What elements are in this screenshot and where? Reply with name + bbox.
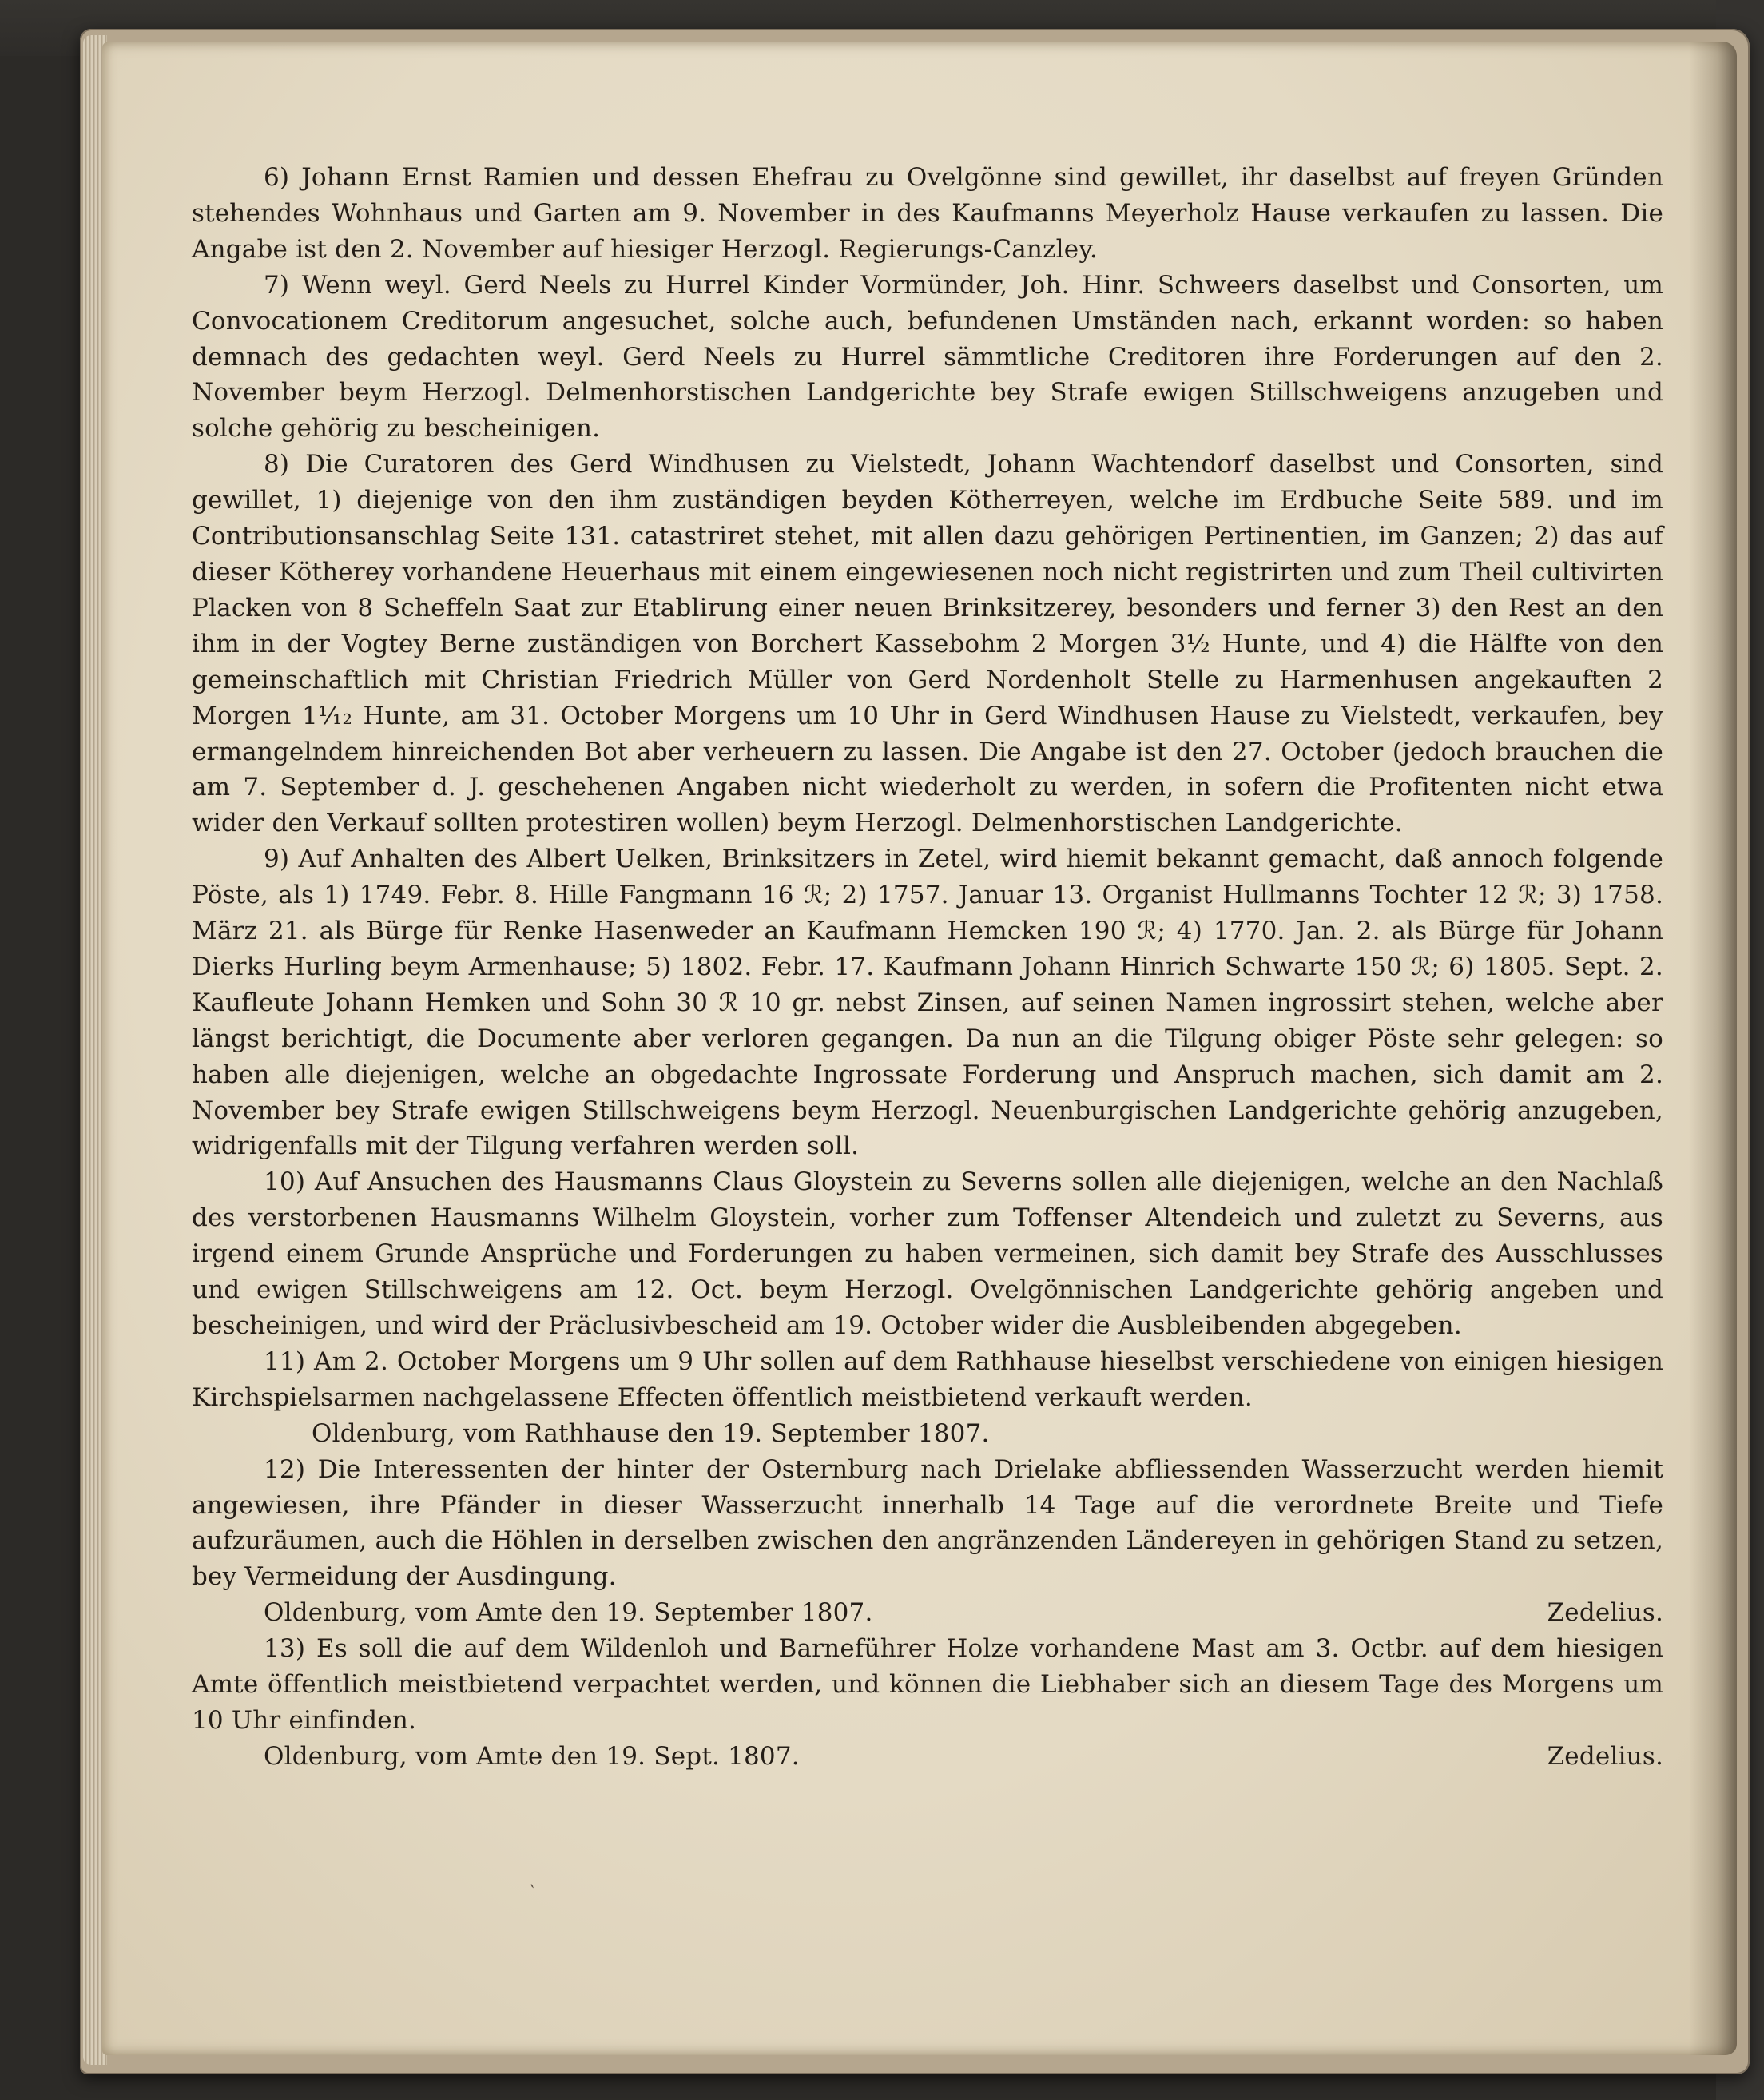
notice-13: 13) Es soll die auf dem Wildenloh und Barneführer Holze vorhandene Mast am 3. Octbr. auf dem hiesigen Amte öffentlich meistbietend verpachtet werden, und können die Liebhaber sich an diesem Tage des Morgens um 10 Uhr einfinden.	[192, 1634, 1663, 1735]
notice-13-closing	[192, 1739, 1663, 1775]
notice-12-closing	[192, 1595, 1663, 1631]
gutter-shadow	[1689, 42, 1737, 2055]
notice-13-dateline: Oldenburg, vom Amte den 19. Sept. 1807.	[264, 1741, 800, 1771]
notice-6: 6) Johann Ernst Ramien und dessen Ehefrau zu Ovelgönne sind gewillet, ihr daselbst auf freyen Gründen stehendes Wohnhaus und Garten am 9. November in des Kaufmanns Meyerholz Hause verkaufen zu lassen. Die Angabe ist den 2. November auf hiesiger Herzogl. Regierungs-Canzley.	[192, 163, 1663, 264]
notice-12: 12) Die Interessenten der hinter der Osternburg nach Drielake abfliessenden Wasserzucht werden hiemit angewiesen, ihre Pfänder in dieser Wasserzucht innerhalb 14 Tage auf die verordnete Breite und Tiefe aufzuräumen, auch die Höhlen in derselben zwischen den angränzenden Ländereyen in gehörigen Stand zu setzen, bey Vermeidung der Ausdingung.	[192, 1454, 1663, 1592]
notice-7: 7) Wenn weyl. Gerd Neels zu Hurrel Kinder Vormünder, Joh. Hinr. Schweers daselbst und Consorten, um Convocationem Creditorum angesuchet, solche auch, befundenen Umständen nach, erkannt worden: so haben demnach des gedachten weyl. Gerd Neels zu Hurrel sämmtliche Creditoren ihre Forderungen auf den 2. November beym Herzogl. Delmenhorstischen Landgerichte bey Strafe ewigen Stillschweigens anzugeben und solche gehörig zu bescheinigen.	[192, 270, 1663, 443]
notice-10: 10) Auf Ansuchen des Hausmanns Claus Gloystein zu Severns sollen alle diejenigen, welche an den Nachlaß des verstorbenen Hausmanns Wilhelm Gloystein, vorher zum Toffenser Altendeich und zuletzt zu Severns, aus irgend einem Grunde Ansprüche und Forderungen zu haben vermeinen, sich damit bey Strafe des Ausschlusses und ewigen Stillschweigens am 12. Oct. beym Herzogl. Ovelgönnischen Landgerichte gehörig angeben und bescheinigen, und wird der Präclusivbescheid am 19. October wider die Ausbleibenden abgegeben.	[192, 1167, 1663, 1340]
notice-9: 9) Auf Anhalten des Albert Uelken, Brinksitzers in Zetel, wird hiemit bekannt gemacht, daß annoch folgende Pöste, als 1) 1749. Febr. 8. Hille Fangmann 16 ℛ︎; 2) 1757. Januar 13. Organist Hullmanns Tochter 12 ℛ︎; 3) 1758. März 21. als Bürge für Renke Hasenweder an Kaufmann Hemcken 190 ℛ︎; 4) 1770. Jan. 2. als Bürge für Johann Dierks Hurling beym Armenhause; 5) 1802. Febr. 17. Kaufmann Johann Hinrich Schwarte 150 ℛ︎; 6) 1805. Sept. 2. Kaufleute Johann Hemken und Sohn 30 ℛ︎ 10 gr. nebst Zinsen, auf seinen Namen ingrossirt stehen, welche aber längst berichtigt, die Documente aber verloren gegangen. Da nun an die Tilgung obiger Pöste sehr gelegen: so haben alle diejenigen, welche an obgedachte Ingrossate Forderung und Anspruch machen, sich damit am 2. November bey Strafe ewigen Stillschweigens beym Herzogl. Neuenburgischen Landgerichte gehörig anzugeben, widrigenfalls mit der Tilgung verfahren werden soll.	[192, 845, 1663, 1161]
notice-12-dateline: Oldenburg, vom Amte den 19. September 1807.	[264, 1598, 873, 1628]
notice-8: 8) Die Curatoren des Gerd Windhusen zu Vielstedt, Johann Wachtendorf daselbst und Consorten, sind gewillet, 1) diejenige von den ihm zuständigen beyden Kötherreyen, welche im Erdbuche Seite 589. und im Contributionsanschlag Seite 131. catastriret stehet, mit allen dazu gehörigen Pertinentien, im Ganzen; 2) das auf dieser Kötherey vorhandene Heuerhaus mit einem eingewiesenen noch nicht registrirten und zum Theil cultivirten Placken von 8 Scheffeln Saat zur Etablirung einer neuen Brinksitzerey, besonders und ferner 3) den Rest an den ihm in der Vogtey Berne zuständigen von Borchert Kassebohm 2 Morgen 3½ Hunte, und 4) die Hälfte von den gemeinschaftlich mit Christian Friedrich Müller von Gerd Nordenholt Stelle zu Harmenhusen angekauften 2 Morgen 1¹⁄₁₂ Hunte, am 31. October Morgens um 10 Uhr in Gerd Windhusen Hause zu Vielstedt, verkaufen, bey ermangelndem hinreichenden Bot aber verheuern zu lassen. Die Angabe ist den 27. October (jedoch brauchen die am 7. September d. J. geschehenen Angaben nicht wiederholt zu werden, in sofern die Profitenten nicht etwa wider den Verkauf sollten protestiren wollen) beym Herzogl. Delmenhorstischen Landgerichte.	[192, 450, 1663, 838]
notice-text-block	[192, 160, 1663, 1775]
notice-13-signature: Zedelius.	[1547, 1741, 1663, 1771]
notice-11: 11) Am 2. October Morgens um 9 Uhr sollen auf dem Rathhause hieselbst verschiedene von einigen hiesigen Kirchspielsarmen nachgelassene Effecten öffentlich meistbietend verkauft werden.	[192, 1346, 1663, 1412]
notice-12-signature: Zedelius.	[1547, 1598, 1663, 1628]
notice-11-dateline: Oldenburg, vom Rathhause den 19. September 1807.	[312, 1418, 990, 1448]
ink-speck: ˏ	[528, 1869, 543, 1891]
